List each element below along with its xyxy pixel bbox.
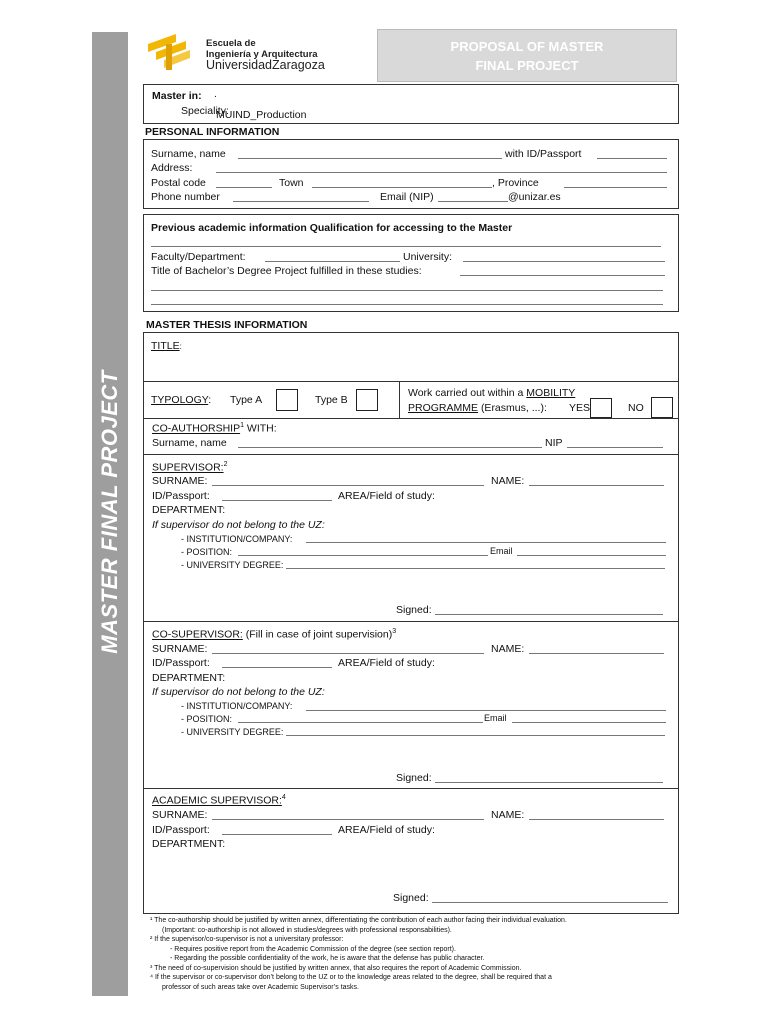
- yes-checkbox[interactable]: [590, 398, 612, 418]
- surname-field[interactable]: [238, 158, 502, 159]
- supervisor-surname-field[interactable]: [212, 485, 484, 486]
- academic-heading: Previous academic information Qualification for accessing to the Master: [151, 222, 513, 234]
- no-checkbox[interactable]: [651, 397, 673, 418]
- cosupervisor-institution-field[interactable]: [306, 710, 666, 711]
- footnote-3: ³ The need of co-supervision should be justified by written annex, that also requires the report of Academic Commission.: [150, 964, 522, 972]
- cosupervisor-surname-field[interactable]: [212, 653, 484, 654]
- coauthor-heading: CO-AUTHORSHIP$^1$ WITH:: [152, 422, 277, 435]
- speciality-label: Speciality:: [181, 105, 229, 117]
- typology-divider-bottom: [143, 418, 679, 419]
- cosupervisor-not-uz-label: If supervisor do not belong to the UZ:: [152, 686, 325, 698]
- cosupervisor-email-label: Email: [484, 713, 507, 723]
- academic-supervisor-area-label: AREA/Field of study:: [338, 824, 435, 836]
- email-domain: @unizar.es: [508, 191, 561, 203]
- academic-supervisor-signature-field[interactable]: [432, 902, 668, 903]
- address-field[interactable]: [216, 172, 667, 173]
- typology-divider-top: [143, 381, 679, 382]
- academic-supervisor-heading: ACADEMIC SUPERVISOR:$^4$: [152, 794, 286, 807]
- faculty-field[interactable]: [265, 261, 400, 262]
- town-label: Town: [279, 177, 304, 189]
- cosupervisor-institution-label: - INSTITUTION/COMPANY:: [181, 701, 293, 711]
- supervisor-signature-field[interactable]: [435, 614, 663, 615]
- cosupervisor-degree-field[interactable]: [286, 735, 665, 736]
- typology-divider-vertical: [399, 381, 400, 418]
- supervisor-divider: [143, 621, 679, 622]
- address-label: Address:: [151, 162, 193, 174]
- surname-label: Surname, name: [151, 148, 226, 160]
- cosupervisor-area-label: AREA/Field of study:: [338, 657, 435, 669]
- university-logo: [146, 30, 190, 72]
- logo-text: Escuela de Ingeniería y Arquitectura UniversidadZaragoza: [206, 38, 325, 72]
- type-b-checkbox[interactable]: [356, 389, 378, 411]
- supervisor-position-field[interactable]: [238, 555, 488, 556]
- footnote-1b: (Important: co-authorship is not allowed in studies/degrees with professional responsabilities).: [162, 926, 452, 934]
- type-a-label: Type A: [230, 394, 263, 406]
- cosupervisor-email-field[interactable]: [512, 722, 666, 723]
- bachelor-label: Title of Bachelor’s Degree Project fulfilled in these studies:: [151, 265, 422, 277]
- supervisor-signed-label: Signed:: [396, 604, 432, 616]
- phone-field[interactable]: [233, 201, 369, 202]
- footnote-4b: professor of such areas take over Academic Supervisor’s tasks.: [162, 983, 359, 991]
- academic-line-3[interactable]: [151, 304, 663, 305]
- cosupervisor-surname-label: SURNAME:: [152, 643, 208, 655]
- cosupervisor-divider: [143, 788, 679, 789]
- bachelor-field[interactable]: [460, 275, 665, 276]
- academic-supervisor-surname-field[interactable]: [212, 819, 484, 820]
- coauthor-divider: [143, 454, 679, 455]
- supervisor-institution-label: - INSTITUTION/COMPANY:: [181, 534, 293, 544]
- academic-supervisor-id-label: ID/Passport:: [152, 824, 210, 836]
- cosupervisor-department-label: DEPARTMENT:: [152, 672, 226, 684]
- coauthor-surname-label: Surname, name: [152, 437, 227, 449]
- no-label: NO: [628, 402, 644, 414]
- cosupervisor-signature-field[interactable]: [435, 782, 663, 783]
- thesis-heading: MASTER THESIS INFORMATION: [146, 319, 308, 331]
- town-field[interactable]: [312, 187, 492, 188]
- coauthor-nip-label: NIP: [545, 437, 563, 449]
- mobility-question: Work carried out within a MOBILITY: [408, 387, 576, 399]
- footnote-2b: - Regarding the possible confidentiality of the work, he is aware that the defense has public character.: [170, 955, 485, 962]
- footnote-4: ⁴ If the supervisor or co-supervisor don’t belong to the UZ or to the knowledge areas related to the degree, shall be required that a: [150, 974, 552, 981]
- personal-heading: PERSONAL INFORMATION: [145, 126, 280, 138]
- email-label: Email (NIP): [380, 191, 434, 203]
- footnotes: [150, 916, 672, 992]
- type-a-checkbox[interactable]: [276, 389, 298, 411]
- supervisor-id-field[interactable]: [222, 500, 332, 501]
- cosupervisor-id-field[interactable]: [222, 667, 332, 668]
- academic-supervisor-department-label: DEPARTMENT:: [152, 838, 226, 850]
- supervisor-department-label: DEPARTMENT:: [152, 504, 226, 516]
- mobility-programme: PROGRAMME (Erasmus, ...):: [408, 402, 547, 414]
- cosupervisor-degree-label: - UNIVERSITY DEGREE:: [181, 727, 284, 737]
- province-field[interactable]: [564, 187, 667, 188]
- type-b-label: Type B: [315, 394, 348, 406]
- cosupervisor-heading: CO-SUPERVISOR: (Fill in case of joint supervision)$^3$: [152, 628, 397, 641]
- university-label: University:: [403, 251, 453, 263]
- form-title: PROPOSAL OF MASTER FINAL PROJECT: [377, 29, 677, 82]
- coauthor-nip-field[interactable]: [567, 447, 663, 448]
- academic-supervisor-signed-label: Signed:: [393, 892, 429, 904]
- academic-supervisor-name-field[interactable]: [529, 819, 664, 820]
- supervisor-name-field[interactable]: [529, 485, 664, 486]
- footnote-2a: - Requires positive report from the Academic Commission of the degree (see section report).: [170, 945, 456, 953]
- sidebar-title: MASTER FINAL PROJECT: [97, 370, 122, 654]
- master-label: Master in:: [152, 90, 202, 102]
- supervisor-position-label: - POSITION:: [181, 547, 233, 557]
- cosupervisor-id-label: ID/Passport:: [152, 657, 210, 669]
- supervisor-institution-field[interactable]: [306, 542, 666, 543]
- supervisor-surname-label: SURNAME:: [152, 475, 208, 487]
- academic-supervisor-surname-label: SURNAME:: [152, 809, 208, 821]
- supervisor-not-uz-label: If supervisor do not belong to the UZ:: [152, 519, 325, 531]
- faculty-label: Faculty/Department:: [151, 251, 246, 263]
- supervisor-email-label: Email: [490, 546, 513, 556]
- phone-label: Phone number: [151, 191, 220, 203]
- academic-line-1[interactable]: [151, 246, 661, 247]
- supervisor-degree-label: - UNIVERSITY DEGREE:: [181, 560, 284, 570]
- university-field[interactable]: [463, 261, 665, 262]
- footnote-2: ² If the supervisor/co-supervisor is not a universitary professor:: [150, 936, 344, 943]
- yes-label: YES: [569, 402, 591, 414]
- province-label: , Province: [492, 177, 539, 189]
- speciality-value[interactable]: MUIND_Production: [216, 109, 307, 121]
- academic-supervisor-name-label: NAME:: [491, 809, 525, 821]
- supervisor-degree-field[interactable]: [286, 568, 665, 569]
- footnote-1: ¹ The co-authorship should be justified by written annex, differentiating the contribution of each author facing their individual evaluation.: [150, 917, 567, 924]
- title-label: TITLE:: [151, 340, 182, 352]
- cosupervisor-name-label: NAME:: [491, 643, 525, 655]
- cosupervisor-name-field[interactable]: [529, 653, 664, 654]
- postal-label: Postal code: [151, 177, 206, 189]
- postal-field[interactable]: [216, 187, 272, 188]
- id-label: with ID/Passport: [505, 148, 582, 160]
- academic-supervisor-id-field[interactable]: [222, 834, 332, 835]
- typology-label: TYPOLOGY:: [151, 394, 212, 406]
- id-field[interactable]: [597, 158, 667, 159]
- academic-line-2[interactable]: [151, 290, 663, 291]
- coauthor-surname-field[interactable]: [238, 447, 542, 448]
- email-field[interactable]: [438, 201, 508, 202]
- supervisor-area-label: AREA/Field of study:: [338, 490, 435, 502]
- master-value[interactable]: .: [214, 88, 217, 100]
- cosupervisor-signed-label: Signed:: [396, 772, 432, 784]
- supervisor-heading: SUPERVISOR:$^2$: [152, 461, 228, 474]
- cosupervisor-position-label: - POSITION:: [181, 714, 233, 724]
- cosupervisor-position-field[interactable]: [238, 722, 483, 723]
- supervisor-name-label: NAME:: [491, 475, 525, 487]
- supervisor-id-label: ID/Passport:: [152, 490, 210, 502]
- supervisor-email-field[interactable]: [517, 555, 666, 556]
